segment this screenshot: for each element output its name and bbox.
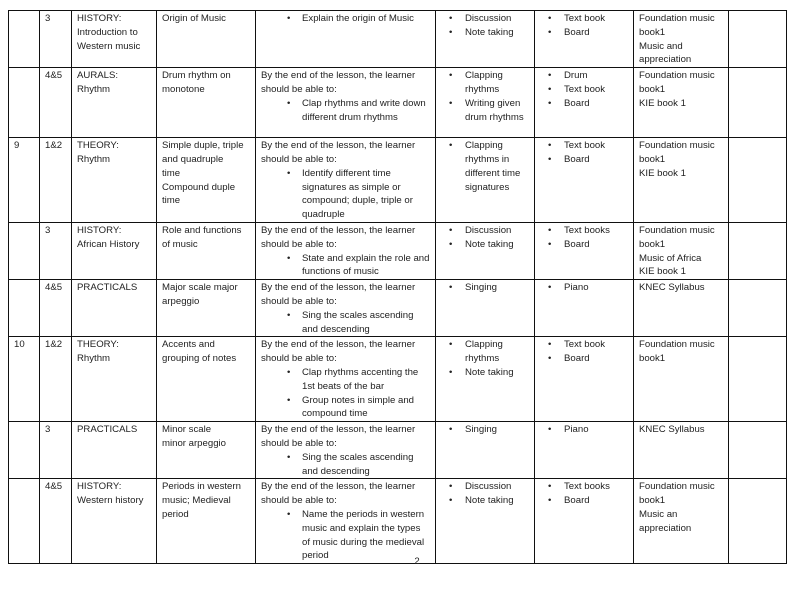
text-line: Rhythm	[77, 353, 111, 365]
remarks-cell	[729, 11, 787, 68]
week-cell	[9, 222, 40, 279]
resources-item: • Board	[540, 352, 629, 366]
reference-line: book1	[639, 26, 666, 38]
resources-list	[540, 338, 629, 366]
activities-list	[441, 12, 530, 40]
activities-item: • Discussion	[441, 224, 530, 238]
reference-line: KNEC Syllabus	[639, 424, 705, 436]
reference-line: Music and	[639, 40, 683, 52]
lesson-cell: 3	[40, 222, 72, 279]
activities-list	[441, 139, 530, 194]
week-cell: 9	[9, 138, 40, 223]
lesson-cell: 3	[40, 422, 72, 479]
activities-item: • Note taking	[441, 238, 530, 252]
activities-cell	[436, 138, 535, 223]
objectives-cell	[256, 422, 436, 479]
objectives-cell	[256, 479, 436, 564]
reference-line: Music an	[639, 508, 678, 520]
resources-cell	[535, 11, 634, 68]
activities-item: • Clapping rhythms	[441, 338, 530, 366]
scheme-of-work-table	[8, 10, 787, 564]
objective-item: • State and explain the role and functions of music	[261, 252, 431, 280]
references-cell	[634, 479, 729, 564]
text-line: Rhythm	[77, 83, 111, 95]
objectives-list	[261, 309, 431, 337]
text-line: Major scale major	[162, 282, 238, 294]
week-cell	[9, 280, 40, 337]
activities-item: • Clapping rhythms	[441, 69, 530, 97]
subtopic-cell	[157, 222, 256, 279]
objective-intro: By the end of the lesson, the learner should be able to:	[261, 140, 416, 165]
activities-item: • Discussion	[441, 12, 530, 26]
resources-item: • Drum	[540, 69, 629, 83]
text-line: Minor scale	[162, 424, 212, 436]
subtopic-cell	[157, 422, 256, 479]
text-line: time	[162, 195, 181, 207]
text-line: monotone	[162, 83, 205, 95]
text-line: Accents and	[162, 339, 215, 351]
resources-list	[540, 281, 629, 295]
table-row	[9, 68, 787, 138]
resources-item: • Board	[540, 97, 629, 111]
table-row	[9, 138, 787, 223]
text-line: HISTORY:	[77, 224, 122, 236]
references-cell	[634, 280, 729, 337]
resources-list	[540, 139, 629, 167]
table-row	[9, 222, 787, 279]
activities-item: • Writing given drum rhythms	[441, 97, 530, 125]
topic-cell	[72, 11, 157, 68]
objective-item: • Group notes in simple and compound time	[261, 394, 431, 422]
subtopic-cell	[157, 138, 256, 223]
week-cell	[9, 11, 40, 68]
reference-line: KIE book 1	[639, 167, 686, 179]
objective-item: • Sing the scales ascending and descending	[261, 451, 431, 479]
remarks-cell	[729, 68, 787, 138]
reference-line: book1	[639, 495, 666, 507]
text-line: AURALS:	[77, 70, 119, 82]
topic-cell	[72, 479, 157, 564]
remarks-cell	[729, 138, 787, 223]
activities-item: • Note taking	[441, 494, 530, 508]
reference-line: appreciation	[639, 54, 692, 66]
subtopic-cell	[157, 280, 256, 337]
week-cell	[9, 479, 40, 564]
remarks-cell	[729, 479, 787, 564]
reference-line: appreciation	[639, 522, 692, 534]
lesson-cell: 4&5	[40, 479, 72, 564]
objective-item: • Explain the origin of Music	[261, 12, 431, 26]
topic-cell	[72, 222, 157, 279]
reference-line: Foundation music	[639, 70, 715, 82]
references-cell	[634, 222, 729, 279]
resources-list	[540, 224, 629, 252]
text-line: arpeggio	[162, 295, 200, 307]
text-line: PRACTICALS	[77, 282, 138, 294]
reference-line: Foundation music	[639, 224, 715, 236]
text-line: Simple duple, triple	[162, 140, 244, 152]
activities-cell	[436, 337, 535, 422]
references-cell	[634, 68, 729, 138]
topic-cell	[72, 337, 157, 422]
text-line: period	[162, 508, 189, 520]
resources-list	[540, 480, 629, 508]
objectives-list	[261, 252, 431, 280]
objectives-list	[261, 508, 431, 563]
activities-cell	[436, 68, 535, 138]
reference-line: Foundation music	[639, 140, 715, 152]
week-cell	[9, 422, 40, 479]
resources-cell	[535, 222, 634, 279]
text-line: grouping of notes	[162, 353, 237, 365]
activities-item: • Discussion	[441, 480, 530, 494]
resources-item: • Text book	[540, 12, 629, 26]
objective-item: • Name the periods in western music and explain the types of music during the medieval period	[261, 508, 431, 563]
page-number: 2	[414, 556, 420, 567]
resources-item: • Board	[540, 153, 629, 167]
references-cell	[634, 11, 729, 68]
topic-cell	[72, 422, 157, 479]
reference-line: book1	[639, 83, 666, 95]
text-line: Origin of Music	[162, 13, 226, 24]
text-line: and quadruple	[162, 153, 224, 165]
reference-line: book1	[639, 238, 666, 250]
lesson-cell: 4&5	[40, 280, 72, 337]
remarks-cell	[729, 422, 787, 479]
objectives-cell	[256, 222, 436, 279]
activities-item: • Note taking	[441, 366, 530, 380]
text-line: Drum rhythm on	[162, 70, 231, 82]
text-line: time	[162, 167, 181, 179]
objective-intro: By the end of the lesson, the learner should be able to:	[261, 282, 416, 307]
activities-cell	[436, 422, 535, 479]
references-cell	[634, 138, 729, 223]
objectives-list	[261, 12, 431, 26]
objectives-cell	[256, 337, 436, 422]
text-line: music; Medieval	[162, 495, 231, 507]
topic-cell	[72, 68, 157, 138]
objective-item: • Clap rhythms accenting the 1st beats of the bar	[261, 366, 431, 394]
table-row	[9, 280, 787, 337]
text-line: HISTORY:	[77, 13, 122, 24]
text-line: of music	[162, 238, 198, 250]
text-line: THEORY:	[77, 339, 119, 351]
objectives-list	[261, 97, 431, 125]
week-cell: 10	[9, 337, 40, 422]
activities-cell	[436, 222, 535, 279]
remarks-cell	[729, 280, 787, 337]
reference-line: Foundation music	[639, 481, 715, 493]
reference-line: KIE book 1	[639, 97, 686, 109]
reference-line: Foundation music	[639, 339, 715, 351]
resources-item: • Text book	[540, 139, 629, 153]
lesson-cell: 4&5	[40, 68, 72, 138]
activities-item: • Singing	[441, 281, 530, 295]
resources-cell	[535, 479, 634, 564]
week-cell	[9, 68, 40, 138]
resources-item: • Board	[540, 494, 629, 508]
lesson-cell: 3	[40, 11, 72, 68]
resources-item: • Piano	[540, 281, 629, 295]
resources-item: • Piano	[540, 423, 629, 437]
activities-list	[441, 338, 530, 379]
reference-line: KNEC Syllabus	[639, 282, 705, 294]
lesson-cell: 1&2	[40, 337, 72, 422]
table-row	[9, 479, 787, 564]
resources-list	[540, 12, 629, 40]
text-line: Rhythm	[77, 153, 111, 165]
resources-cell	[535, 280, 634, 337]
subtopic-cell	[157, 68, 256, 138]
activities-cell	[436, 479, 535, 564]
objective-intro: By the end of the lesson, the learner should be able to:	[261, 481, 416, 507]
subtopic-cell	[157, 479, 256, 564]
reference-line: Foundation music	[639, 13, 715, 24]
subtopic-cell	[157, 11, 256, 68]
text-line: PRACTICALS	[77, 424, 138, 436]
table-row	[9, 11, 787, 68]
resources-cell	[535, 337, 634, 422]
reference-line: KIE book 1	[639, 266, 686, 278]
objectives-cell	[256, 68, 436, 138]
text-line: Compound duple	[162, 181, 236, 193]
text-line: Western music	[77, 40, 141, 52]
lesson-cell: 1&2	[40, 138, 72, 223]
resources-item: • Text book	[540, 338, 629, 352]
objective-item: • Clap rhythms and write down different drum rhythms	[261, 97, 431, 125]
activities-list	[441, 480, 530, 508]
text-line: HISTORY:	[77, 481, 122, 493]
resources-item: • Board	[540, 238, 629, 252]
activities-list	[441, 224, 530, 252]
objectives-list	[261, 451, 431, 479]
activities-item: • Singing	[441, 423, 530, 437]
resources-item: • Text books	[540, 224, 629, 238]
reference-line: book1	[639, 353, 666, 365]
remarks-cell	[729, 222, 787, 279]
references-cell	[634, 422, 729, 479]
objectives-cell	[256, 280, 436, 337]
remarks-cell	[729, 337, 787, 422]
resources-item: • Text books	[540, 480, 629, 494]
objectives-cell	[256, 11, 436, 68]
activities-cell	[436, 280, 535, 337]
objective-intro: By the end of the lesson, the learner should be able to:	[261, 224, 416, 250]
activities-list	[441, 69, 530, 124]
text-line: Role and functions	[162, 224, 242, 236]
activities-item: • Note taking	[441, 26, 530, 40]
resources-cell	[535, 68, 634, 138]
resources-cell	[535, 138, 634, 223]
activities-cell	[436, 11, 535, 68]
objective-intro: By the end of the lesson, the learner should be able to:	[261, 424, 416, 449]
activities-list	[441, 281, 530, 295]
subtopic-cell	[157, 337, 256, 422]
objective-item: • Sing the scales ascending and descending	[261, 309, 431, 337]
objective-intro: By the end of the lesson, the learner should be able to:	[261, 339, 416, 365]
text-line: Western history	[77, 495, 144, 507]
resources-list	[540, 423, 629, 437]
topic-cell	[72, 280, 157, 337]
activities-item: • Clapping rhythms in different time signatures	[441, 139, 530, 194]
objectives-list	[261, 366, 431, 421]
objectives-cell	[256, 138, 436, 223]
text-line: Periods in western	[162, 481, 241, 493]
objectives-list	[261, 167, 431, 222]
reference-line: book1	[639, 153, 666, 165]
text-line: African History	[77, 238, 140, 250]
table-row	[9, 337, 787, 422]
objective-item: • Identify different time signatures as simple or compound; duple, triple or quadruple	[261, 167, 431, 222]
references-cell	[634, 337, 729, 422]
resources-item: • Text book	[540, 83, 629, 97]
activities-list	[441, 423, 530, 437]
resources-item: • Board	[540, 26, 629, 40]
resources-cell	[535, 422, 634, 479]
text-line: minor arpeggio	[162, 437, 226, 449]
objective-intro: By the end of the lesson, the learner should be able to:	[261, 70, 416, 95]
resources-list	[540, 69, 629, 110]
table-row	[9, 422, 787, 479]
reference-line: Music of Africa	[639, 252, 702, 264]
topic-cell	[72, 138, 157, 223]
text-line: THEORY:	[77, 140, 119, 152]
text-line: Introduction to	[77, 26, 138, 38]
